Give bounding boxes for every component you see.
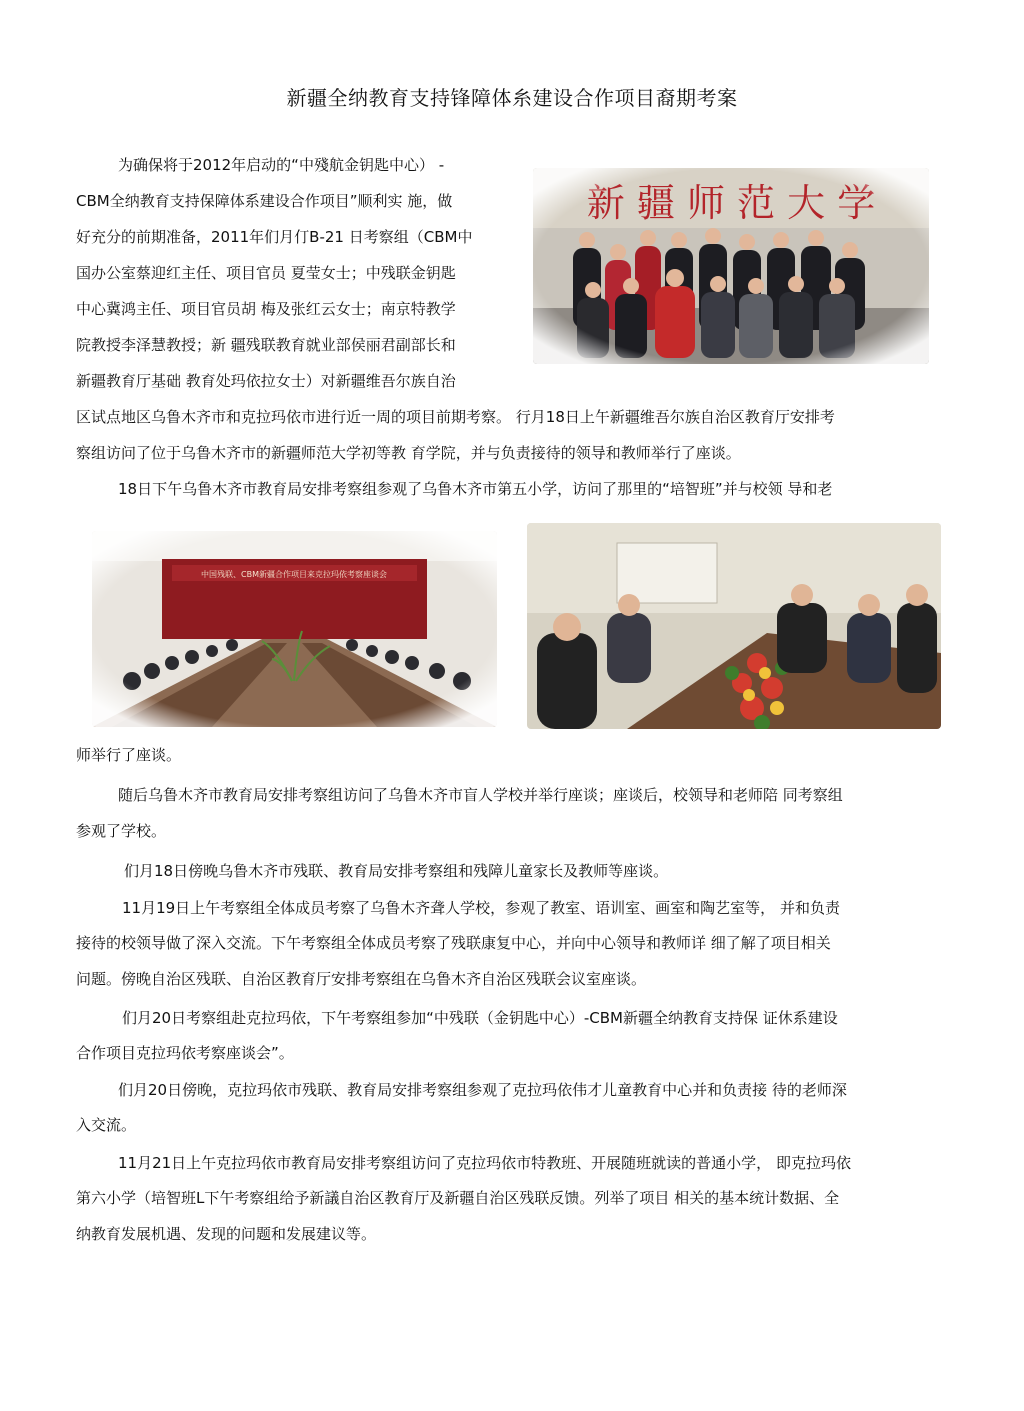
- after-line-10: 们月20日傍晚，克拉玛依市残联、教育局安排考察组参观了克拉玛依伟才儿童教育中心并和负责接 待的老师深: [118, 1081, 847, 1099]
- after-line-11: 入交流。: [76, 1116, 137, 1134]
- intro-line-4: 国办公室蔡迎红主任、项目官员 夏莹女士；中残联金钥匙: [76, 264, 456, 282]
- after-line-5: 11月19日上午考察组全体成员考察了乌鲁木齐聋人学校，参观了教室、语训室、画室和陶艺室等， 并和负责: [122, 899, 840, 917]
- document-title: 新疆全纳教育支持锋障体糸建设合作项目裔期考案: [286, 86, 738, 110]
- after-line-7: 问题。傍晚自治区残联、自治区教育厅安排考察组在乌鲁木齐自治区残联会议室座谈。: [76, 970, 647, 988]
- intro-line-5: 中心冀鸿主任、项目官员胡 梅及张红云女士；南京特教学: [76, 300, 456, 318]
- group-photo: [533, 168, 929, 364]
- after-line-14: 纳教育发展机遇、发现的问题和发展建议等。: [76, 1225, 377, 1243]
- after-line-3: 参观了学校。: [76, 822, 167, 840]
- body-line-2: 察组访问了位于乌鲁木齐市的新疆师范大学初等教 育学院，并与负责接待的领导和教师举行了座谈。: [76, 444, 741, 462]
- body-line-1: 区试点地区乌鲁木齐市和克拉玛依市进行近一周的项目前期考察。 行月18日上午新疆维吾尔族自治区教育厅安排考: [76, 408, 835, 426]
- after-line-9: 合作项目克拉玛依考察座谈会”。: [76, 1044, 294, 1062]
- after-line-12: 11月21日上午克拉玛依市教育局安排考察组访问了克拉玛依市特教班、开展随班就读的普通小学， 即克拉玛依: [118, 1154, 851, 1172]
- intro-line-2: CBM全纳教育支持保障体系建设合作项目”顺利实 施，做: [76, 192, 453, 210]
- after-line-2: 随后乌鲁木齐市教育局安排考察组访问了乌鲁木齐市盲人学校并举行座谈；座谈后，校领导和老师陪 同考察组: [118, 786, 843, 804]
- intro-line-6: 院教授李泽慧教授；新 疆残联教育就业部侯丽君副部长和: [76, 336, 456, 354]
- meeting-room-photo: [92, 531, 497, 727]
- discussion-photo: [527, 523, 941, 729]
- intro-line-7: 新疆教育厅基础 教育处玛依拉女士）对新疆维吾尔族自治: [76, 372, 456, 390]
- after-line-1: 师举行了座谈。: [76, 746, 182, 764]
- after-line-8: 们月20日考察组赴克拉玛依，下午考察组参加“中残联（金钥匙中心）-CBM新疆全纳教育支持保 证休系建设: [122, 1009, 838, 1027]
- intro-line-3: 好充分的前期准备，2011年们月仃B-21 日考察组（CBM中: [76, 228, 473, 246]
- body-line-3: 18日下午乌鲁木齐市教育局安排考察组参观了乌鲁木齐市第五小学，访问了那里的“培智班”并与校领 导和老: [118, 480, 833, 498]
- after-line-13: 第六小学（培智班L下午考察组给予新議自治区教育厅及新疆自治区残联反馈。列举了项目 相关的基本统计数据、全: [76, 1189, 840, 1207]
- intro-line-1: 为确保将于2012年启动的“中殘航金钥匙中心） -: [118, 156, 445, 174]
- after-line-6: 接待的校领导做了深入交流。下午考察组全体成员考察了残联康复中心，并向中心领导和教师详 细了解了项目相关: [76, 934, 831, 952]
- after-line-4: 们月18日傍晚乌鲁木齐市残联、教育局安排考察组和残障儿童家长及教师等座谈。: [124, 862, 669, 880]
